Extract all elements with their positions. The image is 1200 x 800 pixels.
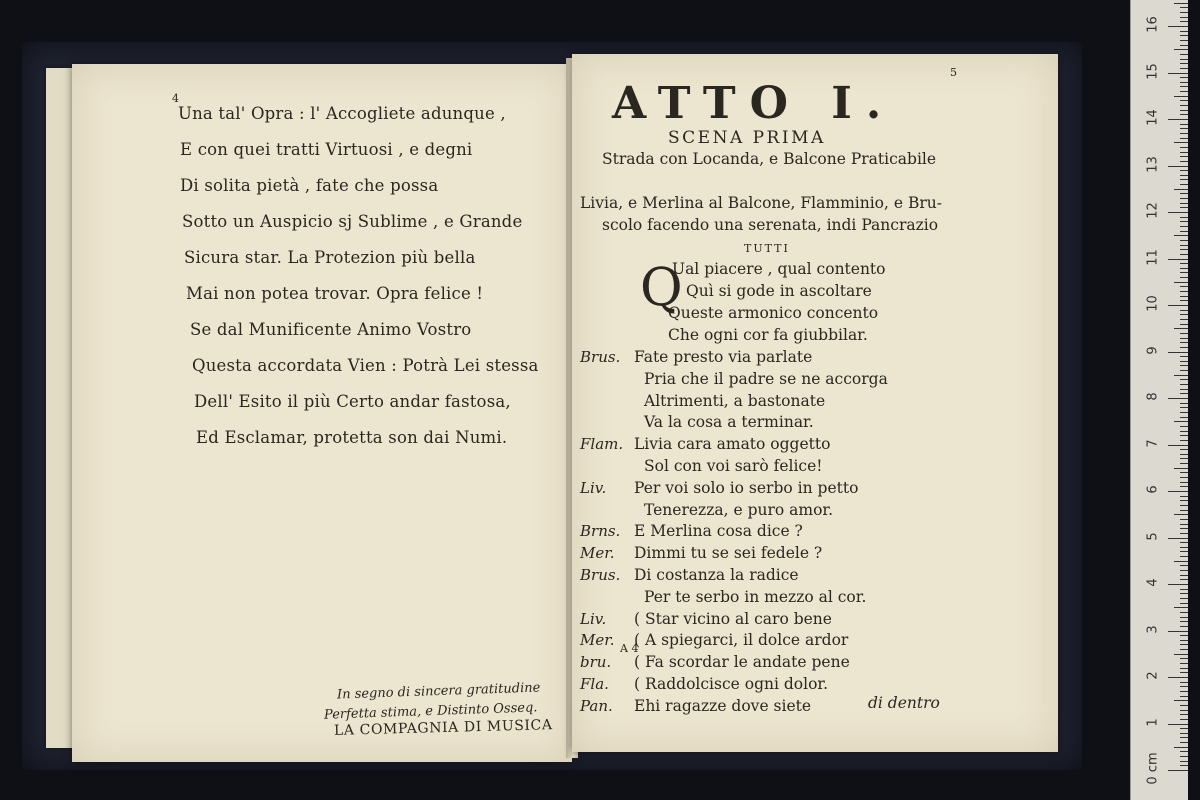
dialogue-line: Tenerezza, e puro amor.	[644, 500, 834, 519]
ruler-label: 5	[1145, 531, 1161, 541]
ruler-tick	[1168, 631, 1188, 632]
speaker-label: Brns.	[580, 522, 621, 541]
ruler-tick	[1180, 621, 1188, 622]
dedication-line: Sotto un Auspicio sj Sublime , e Grande	[182, 212, 523, 231]
ruler-tick	[1180, 7, 1188, 8]
cast-line-2: scolo facendo una serenata, indi Pancrazio	[602, 216, 939, 234]
ruler-tick	[1180, 426, 1188, 427]
ruler-tick	[1180, 486, 1188, 487]
dialogue-line: Di costanza la radice	[634, 566, 799, 584]
ruler-tick	[1180, 240, 1188, 241]
ruler-tick	[1180, 370, 1188, 371]
ruler-label: 16	[1145, 16, 1161, 33]
dialogue-line: Pria che il padre se ne accorga	[644, 369, 888, 388]
ruler-tick	[1180, 12, 1188, 13]
dedication-line: Se dal Munificente Animo Vostro	[190, 320, 472, 339]
ruler-tick	[1180, 296, 1188, 297]
ruler-tick	[1180, 82, 1188, 83]
ruler-tick	[1180, 733, 1188, 734]
ruler-tick	[1174, 561, 1188, 562]
ruler-label: 4	[1145, 578, 1161, 587]
ruler-tick	[1180, 91, 1188, 92]
dedication-line: E con quei tratti Virtuosi , e degni	[180, 140, 473, 159]
ruler-tick	[1168, 119, 1188, 120]
ruler-tick	[1180, 705, 1188, 706]
ruler-tick	[1180, 565, 1188, 566]
ruler-tick	[1180, 728, 1188, 729]
catchword-mark: A 4	[620, 642, 639, 655]
ruler-tick	[1180, 519, 1188, 520]
ruler-tick	[1180, 128, 1188, 129]
ruler-tick	[1180, 198, 1188, 199]
dialogue-line: ( Fa scordar le andate pene	[634, 653, 850, 672]
dialogue-line: ( Raddolcisce ogni dolor.	[634, 675, 829, 693]
ruler-tick	[1180, 21, 1188, 22]
ruler-tick	[1180, 147, 1188, 148]
ruler-tick	[1180, 598, 1188, 599]
ruler-tick	[1180, 179, 1188, 180]
ruler-tick	[1180, 528, 1188, 529]
ruler-tick	[1180, 35, 1188, 36]
ruler-tick	[1168, 352, 1188, 353]
ruler-label: 0 cm	[1145, 752, 1161, 785]
dialogue-line: Va la cosa a terminar.	[644, 413, 814, 432]
ruler-label: 7	[1145, 438, 1161, 448]
ruler-tick	[1180, 510, 1188, 511]
ruler-tick	[1180, 314, 1188, 315]
speaker-label: Liv.	[580, 609, 607, 628]
ruler-label: 9	[1145, 345, 1161, 355]
ruler-tick	[1180, 68, 1188, 69]
dedication-line: Questa accordata Vien : Potrà Lei stessa	[192, 356, 539, 375]
dedication-line: Di solita pietà , fate che possa	[180, 176, 439, 195]
ruler-tick	[1168, 770, 1188, 771]
ruler-tick	[1180, 100, 1188, 101]
cast-line-1: Livia, e Merlina al Balcone, Flamminio, e Bru-	[580, 194, 942, 212]
ruler-tick	[1180, 40, 1188, 41]
ruler-tick	[1180, 626, 1188, 627]
ruler-tick	[1180, 133, 1188, 134]
ruler-tick	[1180, 356, 1188, 357]
ruler-tick	[1180, 682, 1188, 683]
ruler-tick	[1180, 110, 1188, 111]
ruler-tick	[1180, 463, 1188, 464]
dialogue-line: E Merlina cosa dice ?	[634, 522, 803, 541]
ruler-tick	[1180, 31, 1188, 32]
ruler-tick	[1180, 691, 1188, 692]
dedication-line: Mai non potea trovar. Opra felice !	[186, 284, 484, 303]
dialogue-line: Ehi ragazze dove siete	[634, 696, 812, 715]
dialogue-line: Dimmi tu se sei fedele ?	[634, 544, 823, 563]
ruler-tick	[1180, 765, 1188, 766]
signature-line-2: Perfetta stima, e Distinto Osseq.	[323, 700, 538, 723]
ruler-label: 3	[1145, 624, 1161, 634]
ruler-tick	[1180, 533, 1188, 534]
ruler-tick	[1174, 747, 1188, 748]
ruler-tick	[1180, 59, 1188, 60]
ruler-tick	[1168, 26, 1188, 27]
speaker-label: bru.	[580, 653, 612, 672]
ruler-tick	[1180, 54, 1188, 55]
ruler-tick	[1180, 105, 1188, 106]
chorus-line: Ual piacere , qual contento	[672, 260, 886, 278]
ruler-tick	[1180, 249, 1188, 250]
ruler-tick	[1168, 445, 1188, 446]
dedication-line: Ed Esclamar, protetta son dai Numi.	[196, 428, 508, 447]
ruler-tick	[1180, 379, 1188, 380]
ruler-tick	[1180, 291, 1188, 292]
chorus-line: Che ogni cor fa giubbilar.	[668, 326, 868, 344]
dialogue-line: Livia cara amato oggetto	[634, 435, 831, 454]
ruler-tick	[1180, 365, 1188, 366]
dialogue-line: ( Star vicino al caro bene	[634, 609, 832, 628]
ruler-tick	[1174, 235, 1188, 236]
ruler-tick	[1180, 124, 1188, 125]
tutti-heading: TUTTI	[744, 242, 790, 255]
stage-direction: di dentro	[868, 694, 940, 712]
ruler-tick	[1180, 310, 1188, 311]
ruler-tick	[1180, 547, 1188, 548]
ruler-tick	[1180, 17, 1188, 18]
ruler-tick	[1180, 231, 1188, 232]
ruler-tick	[1180, 156, 1188, 157]
left-folio: 4	[172, 92, 179, 105]
dialogue-line: Per te serbo in mezzo al cor.	[644, 587, 867, 606]
ruler-tick	[1180, 617, 1188, 618]
ruler-tick	[1180, 542, 1188, 543]
dedication-line: Dell' Esito il più Certo andar fastosa,	[194, 392, 511, 411]
ruler-tick	[1180, 575, 1188, 576]
ruler-tick	[1180, 45, 1188, 46]
ruler-tick	[1180, 658, 1188, 659]
ruler-tick	[1180, 207, 1188, 208]
dialogue-line: Altrimenti, a bastonate	[644, 391, 826, 410]
scene-setting: Strada con Locanda, e Balcone Praticabile	[602, 150, 937, 168]
dialogue-line: Fate presto via parlate	[634, 348, 813, 366]
ruler-tick	[1180, 635, 1188, 636]
ruler-tick	[1180, 361, 1188, 362]
ruler-tick	[1180, 63, 1188, 64]
ruler-tick	[1174, 96, 1188, 97]
ruler-tick	[1174, 654, 1188, 655]
right-folio: 5	[950, 66, 957, 79]
left-page	[72, 64, 572, 762]
ruler-tick	[1168, 538, 1188, 539]
ruler-tick	[1180, 393, 1188, 394]
ruler-label: 8	[1145, 392, 1161, 401]
ruler-tick	[1174, 607, 1188, 608]
ruler-tick	[1168, 724, 1188, 725]
ruler-tick	[1180, 403, 1188, 404]
ruler-tick	[1180, 324, 1188, 325]
ruler-tick	[1168, 584, 1188, 585]
ruler-tick	[1180, 751, 1188, 752]
ruler-tick	[1174, 189, 1188, 190]
ruler-tick	[1180, 300, 1188, 301]
signature-company: LA COMPAGNIA DI MUSICA	[333, 717, 553, 739]
ruler-tick	[1180, 268, 1188, 269]
ruler-tick	[1174, 375, 1188, 376]
ruler-tick	[1180, 612, 1188, 613]
ruler-tick	[1168, 73, 1188, 74]
ruler-label: 15	[1145, 62, 1161, 80]
speaker-label: Fla.	[580, 675, 609, 693]
ruler-tick	[1180, 640, 1188, 641]
ruler-tick	[1180, 742, 1188, 743]
ruler-tick	[1180, 114, 1188, 115]
ruler-tick	[1180, 407, 1188, 408]
ruler-tick	[1168, 677, 1188, 678]
ruler-tick	[1180, 217, 1188, 218]
ruler-tick	[1174, 282, 1188, 283]
ruler-tick	[1180, 86, 1188, 87]
ruler-tick	[1180, 603, 1188, 604]
ruler-tick	[1180, 77, 1188, 78]
ruler-label: 10	[1145, 295, 1161, 312]
ruler-tick	[1180, 170, 1188, 171]
dialogue-line: Sol con voi sarò felice!	[644, 457, 823, 475]
ruler-tick	[1180, 589, 1188, 590]
ruler-tick	[1174, 468, 1188, 469]
ruler-tick	[1174, 142, 1188, 143]
ruler-tick	[1180, 412, 1188, 413]
ruler-tick	[1180, 431, 1188, 432]
ruler-tick	[1180, 644, 1188, 645]
drop-cap: Q	[640, 258, 683, 318]
right-page	[572, 54, 1058, 752]
ruler-tick	[1180, 668, 1188, 669]
ruler-tick	[1180, 496, 1188, 497]
speaker-label: Mer.	[580, 544, 615, 563]
ruler-tick	[1174, 421, 1188, 422]
ruler-tick	[1180, 714, 1188, 715]
ruler-tick	[1180, 719, 1188, 720]
ruler-label: 13	[1145, 155, 1161, 173]
ruler-label: 12	[1145, 202, 1161, 219]
ruler-tick	[1180, 556, 1188, 557]
ruler-tick	[1180, 342, 1188, 343]
dialogue-line: Per voi solo io serbo in petto	[634, 478, 859, 497]
ruler-tick	[1180, 761, 1188, 762]
ruler-tick	[1174, 3, 1188, 4]
ruler-tick	[1180, 319, 1188, 320]
ruler-tick	[1180, 710, 1188, 711]
ruler-tick	[1180, 663, 1188, 664]
ruler-tick	[1180, 579, 1188, 580]
ruler-tick	[1180, 333, 1188, 334]
act-title: ATTO I.	[612, 78, 896, 129]
ruler-tick	[1180, 756, 1188, 757]
ruler-tick	[1180, 472, 1188, 473]
ruler-tick	[1174, 49, 1188, 50]
ruler-tick	[1180, 384, 1188, 385]
ruler-tick	[1180, 500, 1188, 501]
ruler-tick	[1180, 389, 1188, 390]
ruler-tick	[1168, 212, 1188, 213]
ruler-tick	[1180, 593, 1188, 594]
ruler-label: 11	[1145, 248, 1161, 266]
ruler-tick	[1180, 152, 1188, 153]
speaker-label: Pan.	[580, 696, 613, 715]
ruler-tick	[1180, 737, 1188, 738]
dedication-line: Sicura star. La Protezion più bella	[184, 248, 476, 267]
ruler-tick	[1180, 482, 1188, 483]
ruler-tick	[1180, 686, 1188, 687]
ruler-tick	[1180, 203, 1188, 204]
ruler-tick	[1180, 254, 1188, 255]
ruler-tick	[1168, 166, 1188, 167]
ruler-label: 14	[1145, 109, 1161, 126]
ruler-tick	[1180, 263, 1188, 264]
dialogue-line: ( A spiegarci, il dolce ardor	[634, 631, 849, 650]
ruler-tick	[1174, 514, 1188, 515]
ruler-tick	[1180, 161, 1188, 162]
scene-title: SCENA PRIMA	[668, 128, 826, 148]
ruler-tick	[1168, 491, 1188, 492]
ruler-tick	[1180, 458, 1188, 459]
ruler-tick	[1180, 272, 1188, 273]
dedication-line: Una tal' Opra : l' Accogliete adunque ,	[178, 104, 506, 123]
chorus-line: Quì si gode in ascoltare	[686, 282, 872, 300]
ruler-tick	[1180, 570, 1188, 571]
ruler-label: 1	[1145, 717, 1161, 727]
signature-line-1: In segno di sincera gratitudine	[336, 680, 541, 703]
ruler-tick	[1180, 226, 1188, 227]
ruler-tick	[1168, 305, 1188, 306]
ruler-tick	[1180, 338, 1188, 339]
ruler-tick	[1180, 435, 1188, 436]
ruler-tick	[1180, 440, 1188, 441]
ruler-tick	[1180, 245, 1188, 246]
measurement-ruler	[1130, 0, 1188, 800]
ruler-tick	[1168, 398, 1188, 399]
speaker-label: Flam.	[580, 435, 624, 454]
ruler-tick	[1180, 417, 1188, 418]
ruler-tick	[1180, 454, 1188, 455]
ruler-tick	[1180, 277, 1188, 278]
ruler-tick	[1180, 193, 1188, 194]
speaker-label: Liv.	[580, 478, 607, 497]
ruler-label: 6	[1145, 485, 1161, 494]
ruler-tick	[1180, 696, 1188, 697]
ruler-tick	[1180, 672, 1188, 673]
ruler-tick	[1180, 505, 1188, 506]
ruler-tick	[1180, 175, 1188, 176]
speaker-label: Mer.	[580, 631, 615, 650]
ruler-tick	[1180, 286, 1188, 287]
ruler-tick	[1180, 524, 1188, 525]
ruler-tick	[1180, 551, 1188, 552]
ruler-tick	[1174, 328, 1188, 329]
chorus-line: Queste armonico concento	[668, 304, 879, 322]
speaker-label: Brus.	[580, 348, 621, 366]
ruler-tick	[1180, 138, 1188, 139]
ruler-tick	[1174, 700, 1188, 701]
ruler-label: 2	[1145, 671, 1161, 680]
ruler-tick	[1168, 259, 1188, 260]
ruler-tick	[1180, 649, 1188, 650]
ruler-tick	[1180, 449, 1188, 450]
ruler-tick	[1180, 184, 1188, 185]
ruler-tick	[1180, 477, 1188, 478]
speaker-label: Brus.	[580, 566, 621, 584]
ruler-tick	[1180, 221, 1188, 222]
ruler-tick	[1180, 347, 1188, 348]
